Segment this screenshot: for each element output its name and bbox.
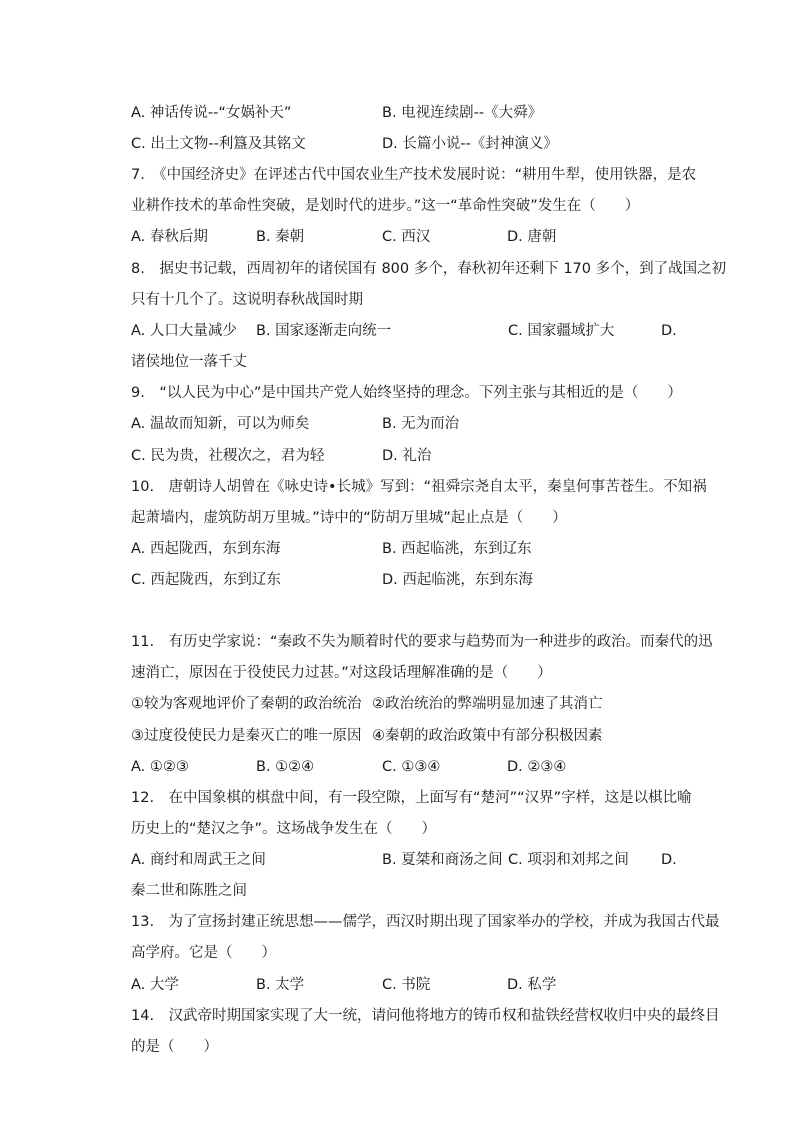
q9-stem: 9. “以人民为中心”是中国共产党人始终坚持的理念。下列主张与其相近的是（ ） [131,385,682,401]
q8-option-a[interactable]: A. 人口大量减少 [131,323,237,339]
q13-option-d[interactable]: D. 私学 [507,977,557,993]
q11-statement-4: ④秦朝的政治政策中有部分积极因素 [372,728,603,744]
q12-option-b[interactable]: B. 夏桀和商汤之间 [382,852,503,868]
q11-option-d[interactable]: D. ②③④ [507,759,567,775]
q6-option-c[interactable]: C. 出土文物--利簋及其铭文 [131,136,306,152]
q12-options-row [131,849,691,871]
q9-options-row-1 [131,413,691,435]
q11-statement-3: ③过度役使民力是秦灭亡的唯一原因 [131,728,362,744]
q6-option-d[interactable]: D. 长篇小说--《封神演义》 [382,136,558,152]
q12-stem-line-1: 12. 在中国象棋的棋盘中间，有一段空隙，上面写有“楚河”“汉界”字样，这是以棋比喻 [131,790,692,806]
q9-option-d[interactable]: D. 礼治 [382,448,432,464]
q8-option-d-text[interactable]: 诸侯地位一落千丈 [131,354,247,370]
q13-options-row [131,974,691,996]
q7-option-d[interactable]: D. 唐朝 [507,229,557,245]
q6-options-row-2 [131,133,691,155]
q11-statement-2: ②政治统治的弊端明显加速了其消亡 [372,696,603,712]
q12-option-d-label[interactable]: D. [661,852,677,868]
q8-option-b[interactable]: B. 国家逐渐走向统一 [256,323,392,339]
q11-options-row [131,756,691,778]
q11-stem-line-2: 速消亡，原因在于役使民力过甚。”对这段话理解准确的是（ ） [131,665,552,681]
q11-stem-line-1: 11. 有历史学家说：“秦政不失为顺着时代的要求与趋势而为一种进步的政治。而秦代的迅 [131,634,713,650]
q14-stem-line-2: 的是（ ） [131,1039,218,1055]
q12-option-a[interactable]: A. 商纣和周武王之间 [131,852,266,868]
q13-option-a[interactable]: A. 大学 [131,977,179,993]
q8-option-d-label[interactable]: D. [661,323,677,339]
q10-option-c[interactable]: C. 西起陇西，东到辽东 [131,572,281,588]
q10-option-b[interactable]: B. 西起临洮，东到辽东 [382,541,532,557]
q7-stem-line-2: 业耕作技术的革命性突破，是划时代的进步。”这一“革命性突破”发生在（ ） [131,198,640,214]
q11-option-b[interactable]: B. ①②④ [256,759,315,775]
q11-statement-1: ①较为客观地评价了秦朝的政治统治 [131,696,362,712]
q6-options-row-1 [131,102,691,124]
q10-stem-line-1: 10. 唐朝诗人胡曾在《咏史诗•长城》写到：“祖舜宗尧自太平，秦皇何事苦苍生。不知祸 [131,479,707,495]
q12-option-c[interactable]: C. 项羽和刘邦之间 [508,852,629,868]
q13-option-b[interactable]: B. 太学 [256,977,305,993]
q9-options-row-2 [131,445,691,467]
q9-option-a[interactable]: A. 温故而知新，可以为师矣 [131,416,310,432]
q12-option-d-text[interactable]: 秦二世和陈胜之间 [131,883,247,899]
q8-option-c[interactable]: C. 国家疆域扩大 [508,323,615,339]
q11-statements-row-1 [131,693,691,715]
q11-option-a[interactable]: A. ①②③ [131,759,189,775]
q8-stem-line-1: 8. 据史书记载，西周初年的诸侯国有 800 多个，春秋初年还剩下 170 多个，到了战国之初 [131,261,727,277]
q10-option-a[interactable]: A. 西起陇西，东到东海 [131,541,281,557]
q8-options-row [131,320,691,342]
q14-stem-line-1: 14. 汉武帝时期国家实现了大一统，请问他将地方的铸币权和盐铁经营权收归中央的最终目 [131,1008,720,1024]
q10-option-d[interactable]: D. 西起临洮，东到东海 [382,572,533,588]
q10-options-row-2 [131,569,691,591]
q11-statements-row-2 [131,725,691,747]
q6-option-a[interactable]: A. 神话传说--“女娲补天” [131,105,292,121]
q7-option-a[interactable]: A. 春秋后期 [131,229,208,245]
q13-stem-line-2: 高学府。它是（ ） [131,945,276,961]
q7-option-b[interactable]: B. 秦朝 [256,229,305,245]
q9-option-c[interactable]: C. 民为贵，社稷次之，君为轻 [131,448,325,464]
q7-options-row [131,226,691,248]
q13-option-c[interactable]: C. 书院 [382,977,431,993]
q11-option-c[interactable]: C. ①③④ [382,759,441,775]
q7-option-c[interactable]: C. 西汉 [382,229,431,245]
q10-stem-line-2: 起萧墙内，虚筑防胡万里城。”诗中的“防胡万里城”起止点是（ ） [131,510,567,526]
q10-options-row-1 [131,538,691,560]
q13-stem-line-1: 13. 为了宣扬封建正统思想——儒学，西汉时期出现了国家举办的学校，并成为我国古代最 [131,914,720,930]
q8-stem-line-2: 只有十几个了。这说明春秋战国时期 [131,292,363,308]
q9-option-b[interactable]: B. 无为而治 [382,416,460,432]
q6-option-b[interactable]: B. 电视连续剧--《大舜》 [382,105,543,121]
q7-stem-line-1: 7. 《中国经济史》在评述古代中国农业生产技术发展时说：“耕用牛犁，使用铁器，是农 [131,167,697,183]
q12-stem-line-2: 历史上的“楚汉之争”。这场战争发生在（ ） [131,821,437,837]
